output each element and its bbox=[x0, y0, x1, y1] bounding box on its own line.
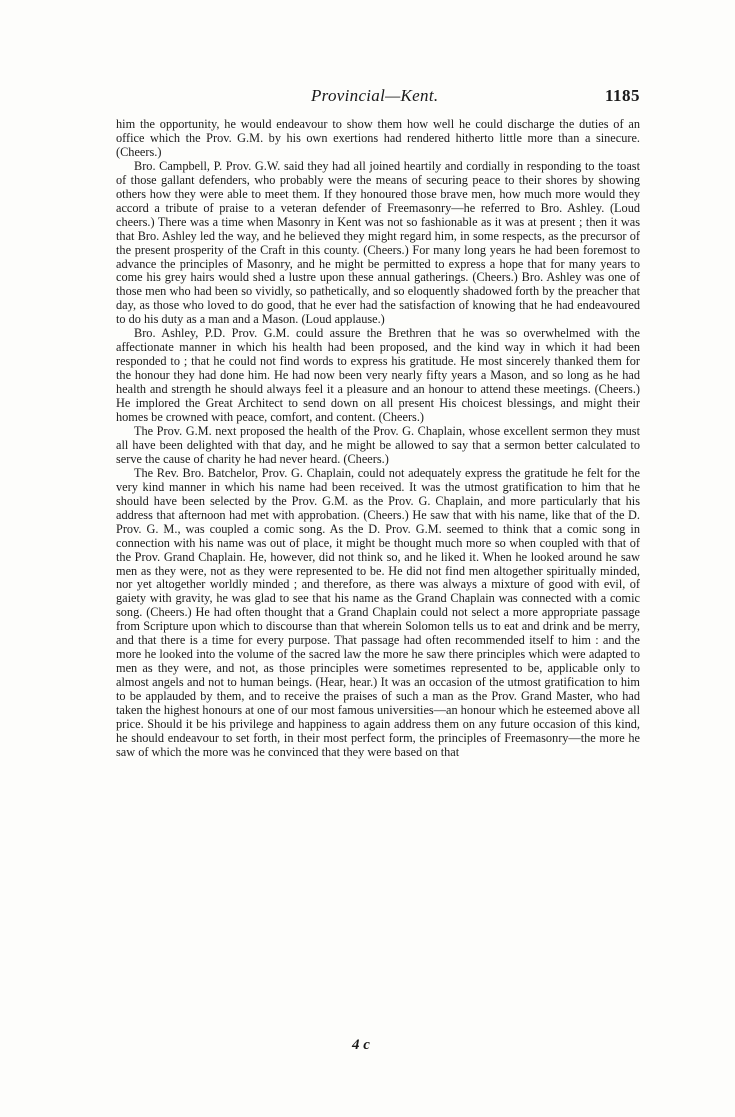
paragraph: The Prov. G.M. next proposed the health of the Prov. G. Chaplain, whose excellent sermon they must all have been delighted with that day, and he might be allowed to say that a sermon better calculated to serve the cause of charity he had never heard. (Cheers.) bbox=[116, 423, 640, 466]
printer-signature-mark: 4 c bbox=[352, 1037, 370, 1053]
paragraph: him the opportunity, he would endeavour to show them how well he could discharge the duties of an office which the Prov. G.M. by his own exertions had rendered hitherto little more than a sinecure. (Cheers.) bbox=[116, 117, 640, 159]
running-title: Provincial—Kent. bbox=[311, 86, 439, 105]
page-number: 1185 bbox=[604, 86, 640, 105]
paragraph: Bro. Ashley, P.D. Prov. G.M. could assure the Brethren that he was so overwhelmed with the affectionate manner in which his health had been proposed, and the kind way in which it had been responded to ; that he could not find words to express his gratitude. He most sincerely thanked them for the honour they had done him. He had now been very nearly fifty years a Mason, and so long as he had health and strength he should always feel it a pleasure and an honour to attend these meetings. (Cheers.) He implored the Great Architect to send down on all present His choicest blessings, and might their homes be crowned with peace, comfort, and content. (Cheers.) bbox=[116, 326, 640, 425]
paragraph: The Rev. Bro. Batchelor, Prov. G. Chaplain, could not adequately express the gratitude he felt for the very kind manner in which his name had been received. It was the utmost gratification to him that he should have been selected by the Prov. G.M. as the Prov. G. Chaplain, and more particularly that his address that afternoon had met with approbation. (Cheers.) He saw that with his name, like that of the D. Prov. G. M., was coupled a comic song. As the D. Prov. G.M. seemed to think that a comic song in connection with his name was out of place, it might be thought much more so when coupled with that of the Prov. Grand Chaplain. He, however, did not think so, and he liked it. When he looked around he saw men as they were, not as they were represented to be. He did not find men altogether spiritually minded, nor yet altogether worldly minded ; and therefore, as there was always a mixture of good with evil, of gaiety with gravity, he was glad to see that his name as the Grand Chaplain was connected with a comic song. (Cheers.) He had often thought that a Grand Chaplain could not select a more appropriate passage from Scripture upon which to discourse than that wherein Solomon tells us to eat and drink and be merry, and that there is a time for every purpose. That passage had often recommended itself to him : and the more he looked into the volume of the sacred law the more he saw there principles which were adapted to men as they were, and not, as those principles were sometimes represented to be, applicable only to almost angels and not to human beings. (Hear, hear.) It was an occasion of the utmost gratification to him to be applauded by them, and to receive the praises of such a man as the Prov. Grand Master, who had taken the highest honours at one of our most famous universities—an honour which he esteemed above all price. Should it be his privilege and happiness to again address them on any future occasion of this kind, he should endeavour to set forth, in their most perfect form, the principles of Freemasonry—the more he saw of which the more was he convinced that they were based on that bbox=[116, 465, 640, 759]
paragraph: Bro. Campbell, P. Prov. G.W. said they had all joined heartily and cordially in responding to the toast of those gallant defenders, who probably were the means of securing peace to their shores by showing others how they were able to meet them. If they honoured those brave men, how much more would they accord a tribute of praise to a veteran defender of Freemasonry—he referred to Bro. Ashley. (Loud cheers.) There was a time when Masonry in Kent was not so fashionable as it was at present ; then it was that Bro. Ashley led the way, and he believed they might regard him, in some respects, as the precursor of the present prosperity of the Craft in this county. (Cheers.) For many long years he had been foremost to advance the principles of Masonry, and he might be permitted to express a hope that for many years to come his grey hairs would shed a lustre upon these annual gatherings. (Cheers.) Bro. Ashley was one of those men who had been so vividly, so pathetically, and so eloquently shadowed forth by the preacher that day, as those who loved to do good, that he ever had the satisfaction of knowing that he had endeavoured to do his duty as a man and a Mason. (Loud applause.) bbox=[116, 158, 640, 327]
page-header bbox=[116, 86, 640, 110]
article-body bbox=[116, 118, 640, 760]
